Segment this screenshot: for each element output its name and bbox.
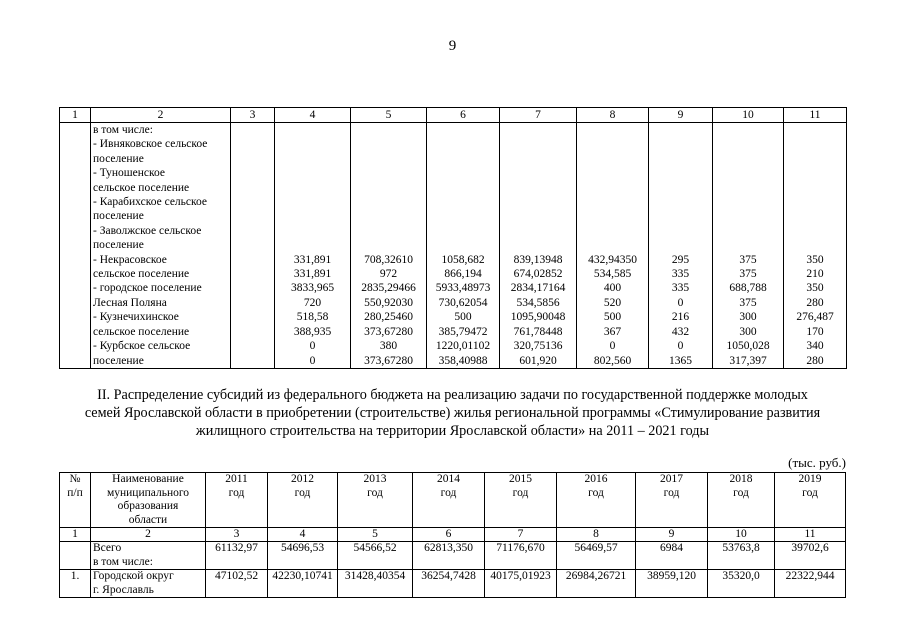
row-name	[91, 542, 206, 570]
heading-line: семей Ярославской области в приобретении (строительстве) жилья региональной программы «Стимулирование развития	[84, 405, 821, 421]
value: 0	[677, 340, 684, 353]
column-index: 4	[268, 528, 338, 542]
column-index: 3	[231, 108, 275, 123]
value: 385,79472	[438, 325, 488, 338]
value: 331,891	[293, 268, 332, 281]
value: 2834,17164	[510, 282, 566, 295]
settlement-name: поселение	[93, 354, 144, 367]
value: 534,585	[593, 268, 632, 281]
heading-line: жилищного строительства на территории Ярославской области» на 2011 – 2021 годы	[195, 423, 710, 439]
settlement-name: Лесная Поляна	[93, 296, 167, 309]
header-line: Наименование	[112, 473, 184, 485]
row-name-line: Городской округ	[93, 570, 174, 582]
value-cell: 47102,52	[206, 570, 268, 598]
year-header	[485, 473, 557, 528]
value-cell: 61132,97	[206, 542, 268, 570]
settlement-name: - Ивняковское сельское	[93, 138, 208, 151]
settlement-name: сельское поселение	[93, 268, 190, 281]
value: 400	[603, 282, 622, 295]
table-header-row	[60, 473, 846, 528]
value: 432,94350	[588, 253, 637, 266]
unit-note: (тыс. руб.)	[788, 455, 846, 470]
column-index: 6	[413, 528, 485, 542]
year-header	[338, 473, 413, 528]
year-unit: год	[588, 486, 604, 499]
value-cell: 36254,7428	[413, 570, 485, 598]
value: 373,67280	[364, 354, 413, 367]
value: 300	[739, 325, 757, 338]
value: 1365	[669, 354, 692, 367]
year-header	[206, 473, 268, 528]
table-row-total	[60, 542, 846, 570]
value-cell: 22322,944	[775, 570, 846, 598]
year-label: 2018	[729, 473, 753, 485]
subsidy-table-continued	[59, 107, 847, 369]
column-index: 11	[784, 108, 847, 123]
settlement-name: поселение	[93, 210, 144, 223]
value-column	[649, 123, 713, 369]
value: 1050,028	[726, 340, 770, 353]
page-number: 9	[448, 38, 457, 54]
value: 358,40988	[438, 354, 488, 367]
year-label: 2017	[660, 473, 683, 485]
settlement-name: поселение	[93, 152, 144, 165]
value: 0	[677, 296, 684, 309]
value: 320,75136	[513, 340, 563, 353]
settlement-name: - Курбское сельское	[93, 340, 191, 353]
year-label: 2019	[798, 473, 822, 485]
year-header	[775, 473, 846, 528]
value-column	[427, 123, 500, 369]
value: 0	[609, 340, 616, 353]
header-line: муниципального	[106, 486, 190, 499]
value-cell: 31428,40354	[338, 570, 413, 598]
value: 432	[671, 325, 690, 338]
value-cell: 71176,670	[485, 542, 557, 570]
column-index: 10	[713, 108, 784, 123]
year-unit: год	[294, 486, 311, 499]
value: 350	[806, 282, 824, 295]
year-label: 2014	[437, 473, 460, 485]
column-index: 6	[427, 108, 500, 123]
value: 761,78448	[513, 325, 563, 338]
value: 500	[454, 311, 472, 324]
value: 2835,29466	[361, 282, 416, 295]
column-index: 4	[275, 108, 351, 123]
row-name-line: г. Ярославль	[93, 583, 154, 596]
table-row-yaroslavl	[60, 570, 846, 598]
value-cell: 54566,52	[338, 542, 413, 570]
value: 388,935	[293, 325, 332, 338]
header-line: п/п	[67, 486, 83, 499]
settlement-name: - Туношенское	[93, 167, 166, 180]
settlement-names-cell	[91, 123, 231, 369]
value: 276,487	[796, 311, 834, 324]
value: 500	[603, 311, 622, 324]
section-heading	[60, 386, 845, 440]
blank-cell	[60, 123, 91, 369]
value-cell: 62813,350	[413, 542, 485, 570]
value: 280	[806, 354, 824, 367]
value: 373,67280	[364, 325, 413, 338]
settlement-name: сельское поселение	[93, 181, 190, 194]
value: 972	[379, 268, 398, 281]
value: 839,13948	[513, 253, 563, 266]
row-name-line: в том числе:	[93, 555, 153, 568]
value: 720	[303, 296, 322, 309]
value-cell: 38959,120	[636, 570, 708, 598]
settlement-name: - городское поселение	[93, 282, 202, 295]
value: 1220,01102	[435, 340, 491, 353]
value: 0	[309, 340, 316, 353]
column-index: 9	[649, 108, 713, 123]
year-unit: год	[440, 486, 457, 499]
year-unit: год	[802, 486, 818, 499]
row-name	[91, 570, 206, 598]
year-label: 2011	[225, 473, 248, 485]
value: 5933,48973	[435, 282, 491, 295]
value-column	[351, 123, 427, 369]
column-index: 5	[351, 108, 427, 123]
settlement-name: - Карабихское сельское	[93, 196, 208, 209]
year-label: 2016	[584, 473, 608, 485]
column-index: 7	[500, 108, 577, 123]
value-column	[500, 123, 577, 369]
value: 280	[806, 296, 824, 309]
value: 300	[739, 311, 757, 324]
year-label: 2013	[363, 473, 387, 485]
value: 0	[309, 354, 316, 367]
header-line: №	[69, 473, 81, 485]
value-cell: 35320,0	[708, 570, 775, 598]
value: 317,397	[729, 354, 767, 367]
column-index: 2	[91, 108, 231, 123]
year-unit: год	[663, 486, 680, 499]
value: 380	[379, 340, 398, 353]
column-index: 2	[91, 528, 206, 542]
settlement-name: - Заволжское сельское	[93, 224, 202, 237]
value: 601,920	[519, 354, 557, 367]
value: 518,58	[296, 311, 329, 324]
year-unit: год	[228, 486, 245, 499]
value: 331,891	[293, 253, 332, 266]
year-header	[636, 473, 708, 528]
value: 335	[671, 268, 690, 281]
row-number: 1.	[60, 570, 91, 598]
value: 375	[739, 253, 757, 266]
year-header	[413, 473, 485, 528]
heading-line: II. Распределение субсидий из федерального бюджета на реализацию задачи по государственной поддержке молодых	[97, 387, 808, 403]
value: 3833,965	[290, 282, 335, 295]
value: 280,25460	[364, 311, 413, 324]
settlement-name: - Некрасовское	[93, 253, 167, 266]
value: 340	[806, 340, 824, 353]
value: 802,560	[593, 354, 632, 367]
value: 520	[603, 296, 622, 309]
value: 375	[739, 296, 757, 309]
column-index: 11	[775, 528, 846, 542]
intro-text: в том числе:	[93, 124, 153, 136]
year-unit: год	[367, 486, 383, 499]
column-index-row	[60, 528, 846, 542]
year-header	[708, 473, 775, 528]
name-header	[91, 473, 206, 528]
year-header	[268, 473, 338, 528]
blank-cell	[231, 123, 275, 369]
settlement-name: сельское поселение	[93, 325, 190, 338]
value-cell: 42230,10741	[268, 570, 338, 598]
value: 350	[806, 253, 824, 266]
column-index: 8	[577, 108, 649, 123]
value: 216	[671, 311, 690, 324]
column-index: 9	[636, 528, 708, 542]
column-index: 10	[708, 528, 775, 542]
column-index: 1	[60, 528, 91, 542]
settlement-name: поселение	[93, 239, 144, 252]
year-header	[557, 473, 636, 528]
year-label: 2015	[509, 473, 532, 485]
value-cell: 53763,8	[708, 542, 775, 570]
federal-subsidy-table	[59, 472, 846, 598]
row-name-line: Всего	[93, 542, 122, 554]
year-unit: год	[512, 486, 529, 499]
row-number	[60, 542, 91, 570]
value: 534,5856	[516, 296, 560, 309]
value-column	[577, 123, 649, 369]
value: 367	[603, 325, 622, 338]
value-cell: 54696,53	[268, 542, 338, 570]
value-cell: 56469,57	[557, 542, 636, 570]
value: 708,32610	[364, 253, 413, 266]
value-cell: 6984	[636, 542, 708, 570]
value-cell: 39702,6	[775, 542, 846, 570]
value: 866,194	[444, 268, 482, 281]
value: 170	[806, 325, 824, 338]
value: 688,788	[729, 282, 767, 295]
column-index: 7	[485, 528, 557, 542]
number-header	[60, 473, 91, 528]
value-cell: 40175,01923	[485, 570, 557, 598]
value-cell: 26984,26721	[557, 570, 636, 598]
table-header-row	[60, 108, 847, 123]
header-line: области	[128, 513, 168, 526]
value: 335	[671, 282, 690, 295]
column-index: 1	[60, 108, 91, 123]
value: 674,02852	[513, 268, 563, 281]
column-index: 5	[338, 528, 413, 542]
value: 550,92030	[364, 296, 413, 309]
column-index: 8	[557, 528, 636, 542]
value: 295	[671, 253, 690, 266]
value: 375	[739, 268, 757, 281]
column-index: 3	[206, 528, 268, 542]
value-column	[784, 123, 847, 369]
year-label: 2012	[291, 473, 314, 485]
value: 210	[806, 268, 824, 281]
year-unit: год	[733, 486, 749, 499]
value-column	[713, 123, 784, 369]
settlement-name: - Кузнечихинское	[93, 311, 179, 324]
value: 1095,90048	[510, 311, 566, 324]
value-column	[275, 123, 351, 369]
value: 1058,682	[441, 253, 485, 266]
value: 730,62054	[438, 296, 488, 309]
header-line: образования	[117, 500, 179, 512]
table-body-row	[60, 123, 847, 369]
